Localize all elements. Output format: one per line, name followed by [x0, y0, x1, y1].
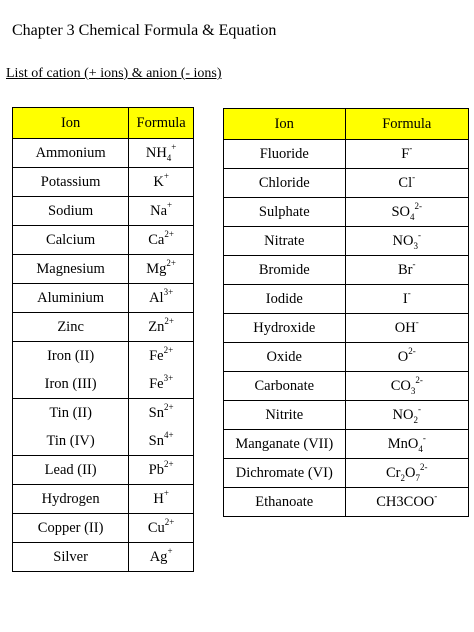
- formula-charge: +: [163, 171, 169, 182]
- cation-formula-cell: [129, 168, 194, 197]
- anion-name-cell: Manganate (VII): [224, 430, 346, 459]
- cation-formula-cell: [129, 284, 194, 313]
- cation-formula: $Cu^{2+}$: [147, 517, 175, 536]
- cation-name: Magnesium: [36, 261, 105, 277]
- cation-name: Silver: [53, 549, 88, 565]
- anion-formula-cell: OH-: [345, 314, 468, 343]
- formula-charge: -: [407, 287, 411, 298]
- cation-name-cell: [13, 543, 129, 572]
- formula-charge: -: [422, 432, 426, 443]
- anion-formula-cell: Br-: [345, 256, 468, 285]
- formula-charge: -: [409, 142, 413, 153]
- cation-name-cell: [13, 313, 129, 342]
- cation-formula-cell: [129, 139, 194, 168]
- formula-charge: -: [412, 258, 416, 269]
- anion-formula-cell: MnO$_4$-: [345, 430, 468, 459]
- formula-charge: +: [167, 200, 173, 211]
- cation-formula: $Ca^{2+}$: [148, 229, 174, 248]
- anion-row: [224, 256, 469, 285]
- cation-formula-cell: [129, 399, 194, 456]
- formula-charge: -: [417, 403, 421, 414]
- cation-formula: Ag+: [149, 546, 173, 565]
- cation-name-cell: [13, 342, 129, 399]
- cation-formula: $NH_4^+$: [145, 142, 177, 163]
- cation-formula: $Fe^{3+}$: [149, 373, 174, 392]
- anion-name-cell: Iodide: [224, 285, 346, 314]
- formula-charge: 3+: [163, 373, 174, 384]
- anion-row: [224, 430, 469, 459]
- cation-name: Lead (II): [44, 462, 97, 478]
- formula-charge: 2+: [163, 459, 174, 470]
- anion-row: [224, 488, 469, 517]
- formula-charge: 2+: [166, 258, 176, 269]
- formula-charge: +: [167, 546, 173, 557]
- formula-subscript: 4: [166, 152, 172, 163]
- anion-table: [223, 108, 469, 517]
- cation-name: Tin (II): [49, 405, 92, 421]
- anion-name-cell: Ethanoate: [224, 488, 346, 517]
- anion-header-row: [224, 109, 469, 140]
- cation-formula-cell: [129, 485, 194, 514]
- formula-charge: -: [417, 229, 421, 240]
- cation-name: Iron (III): [44, 376, 97, 392]
- formula-subscript: 3: [413, 240, 418, 251]
- cation-formula-cell: [129, 197, 194, 226]
- formula-charge: 2+: [164, 316, 174, 327]
- formula-charge: 2+: [164, 229, 174, 240]
- anion-header-ion: Ion: [224, 109, 346, 140]
- cation-name: Sodium: [48, 203, 94, 219]
- page-title: Chapter 3 Chemical Formula & Equation: [12, 22, 277, 39]
- cation-name: Potassium: [40, 174, 101, 190]
- cation-row: [13, 514, 194, 543]
- cation-name-cell: [13, 255, 129, 284]
- anion-formula-cell: $NO_2^-$: [345, 401, 468, 430]
- cation-formula: $Pb^{2+}$: [148, 459, 174, 478]
- cation-formula: Na+: [150, 200, 173, 219]
- cation-formula: $Al^{3+}$: [149, 287, 174, 306]
- formula-charge: 2+: [163, 402, 174, 413]
- formula-charge: 3+: [163, 287, 174, 298]
- formula-charge: -: [434, 490, 438, 501]
- cation-name-cell: [13, 197, 129, 226]
- anion-formula-cell: $Cr_2O_7^{2-}$: [345, 459, 468, 488]
- cation-name: Aluminium: [37, 290, 105, 306]
- anion-row: [224, 343, 469, 372]
- formula-charge: 2-: [420, 461, 428, 472]
- anion-name-cell: Nitrite: [224, 401, 346, 430]
- cation-row: [13, 342, 194, 399]
- cation-name-cell: [13, 284, 129, 313]
- anion-formula-cell: CH3COO-: [345, 488, 468, 517]
- formula-charge: 2-: [415, 374, 423, 385]
- cation-row: [13, 543, 194, 572]
- cation-name-cell: [13, 399, 129, 456]
- page-subtitle: List of cation (+ ions) & anion (- ions): [6, 66, 222, 81]
- cation-name-cell: [13, 456, 129, 485]
- formula-subscript: 7: [415, 472, 420, 483]
- cation-formula: K+: [153, 171, 169, 190]
- cation-body: [13, 139, 194, 572]
- formula-charge: -: [412, 171, 416, 182]
- formula-charge: 2+: [163, 345, 174, 356]
- cation-row: [13, 168, 194, 197]
- anion-row: [224, 401, 469, 430]
- anion-name-cell: Bromide: [224, 256, 346, 285]
- anion-name-cell: Oxide: [224, 343, 346, 372]
- formula-charge: 2-: [414, 200, 423, 211]
- cation-name: Calcium: [46, 232, 96, 248]
- cation-formula-cell: [129, 342, 194, 399]
- formula-charge: 4+: [163, 430, 174, 441]
- formula-charge: +: [171, 142, 177, 153]
- cation-formula-cell: [129, 313, 194, 342]
- formula-subscript: 4: [418, 443, 423, 454]
- anion-formula-cell: $O^{2-}$: [345, 343, 468, 372]
- cation-formula: $Sn^{2+}$: [148, 402, 174, 421]
- cation-name: Copper (II): [37, 520, 104, 536]
- anion-name-cell: Sulphate: [224, 198, 346, 227]
- anion-row: [224, 459, 469, 488]
- anion-name-cell: Nitrate: [224, 227, 346, 256]
- cation-row: [13, 313, 194, 342]
- cation-header-row: [13, 108, 194, 139]
- cation-name-cell: [13, 226, 129, 255]
- cation-name-cell: [13, 168, 129, 197]
- cation-formula-cell: [129, 226, 194, 255]
- anion-row: [224, 198, 469, 227]
- anion-row: [224, 169, 469, 198]
- anion-row: [224, 227, 469, 256]
- cation-name: Hydrogen: [41, 491, 100, 507]
- anion-name-cell: Fluoride: [224, 140, 346, 169]
- anion-formula-cell: $NO_3^-$: [345, 227, 468, 256]
- cation-name: Zinc: [57, 319, 84, 335]
- cation-row: [13, 399, 194, 456]
- anion-formula-cell: I-: [345, 285, 468, 314]
- anion-row: [224, 314, 469, 343]
- anion-name-cell: Carbonate: [224, 372, 346, 401]
- cation-row: [13, 255, 194, 284]
- cation-name: Iron (II): [47, 348, 95, 364]
- cation-row: [13, 284, 194, 313]
- cation-table: [12, 107, 194, 572]
- formula-charge: -: [415, 316, 419, 327]
- anion-formula-cell: Cl-: [345, 169, 468, 198]
- formula-charge: 2-: [408, 345, 416, 356]
- cation-formula-cell: [129, 255, 194, 284]
- formula-subscript: 4: [410, 211, 415, 222]
- anion-name-cell: Dichromate (VI): [224, 459, 346, 488]
- formula-charge: 2+: [164, 517, 175, 528]
- cation-header-formula: Formula: [129, 108, 194, 139]
- anion-row: [224, 372, 469, 401]
- cation-row: [13, 456, 194, 485]
- anion-header-formula: Formula: [345, 109, 468, 140]
- cation-formula-cell: [129, 514, 194, 543]
- anion-body: [224, 140, 469, 517]
- anion-name-cell: Chloride: [224, 169, 346, 198]
- cation-formula: $Mg^{2+}$: [146, 258, 176, 277]
- anion-name-cell: Hydroxide: [224, 314, 346, 343]
- cation-row: [13, 226, 194, 255]
- cation-formula: H+: [153, 488, 169, 507]
- cation-name: Tin (IV): [46, 433, 95, 449]
- cation-formula: $Fe^{2+}$: [149, 345, 174, 364]
- formula-subscript: 2: [400, 472, 406, 483]
- cation-name: Ammonium: [35, 145, 106, 161]
- anion-formula-cell: $CO_3^{2-}$: [345, 372, 468, 401]
- cation-formula-cell: [129, 543, 194, 572]
- anion-row: [224, 140, 469, 169]
- cation-row: [13, 139, 194, 168]
- cation-name-cell: [13, 485, 129, 514]
- anion-formula-cell: $SO_4^{2-}$: [345, 198, 468, 227]
- formula-charge: +: [163, 488, 169, 499]
- cation-row: [13, 197, 194, 226]
- cation-name-cell: [13, 139, 129, 168]
- cation-formula-cell: [129, 456, 194, 485]
- cation-header-ion: Ion: [13, 108, 129, 139]
- formula-subscript: 3: [410, 385, 416, 396]
- formula-subscript: 2: [413, 414, 418, 425]
- cation-row: [13, 485, 194, 514]
- anion-formula-cell: F-: [345, 140, 468, 169]
- anion-row: [224, 285, 469, 314]
- cation-formula: $Zn^{2+}$: [148, 316, 174, 335]
- cation-formula: $Sn^{4+}$: [148, 430, 174, 449]
- cation-name-cell: [13, 514, 129, 543]
